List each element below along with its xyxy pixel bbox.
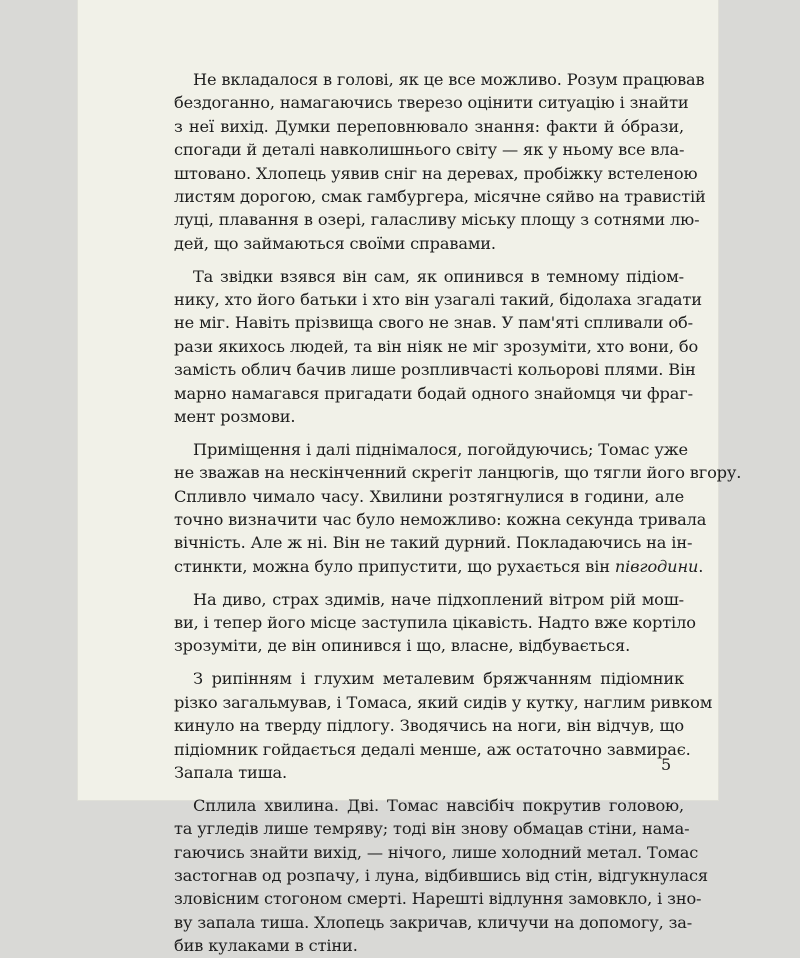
text-line: підіомник гойдається дедалі менше, аж остаточно завмирає. bbox=[174, 739, 691, 759]
text-line: З рипінням і глухим металевим бряжчанням підіомник bbox=[193, 669, 684, 689]
text-line: різко загальмував, і Томаса, який сидів у кутку, наглим ривком bbox=[174, 692, 713, 712]
text-line: Спливло чимало часу. Хвилини розтягнулися в години, але bbox=[174, 486, 684, 506]
text-line: ви, і тепер його місце заступила цікавість. Надто вже кортіло bbox=[174, 613, 696, 633]
text-line: зрозуміти, де він опинився і що, власне, відбувається. bbox=[174, 636, 631, 656]
text-line: зловісним стогоном смерті. Нарешті відлуння замовкло, і зно- bbox=[174, 889, 702, 909]
paragraph bbox=[174, 68, 706, 255]
text-line: мент розмови. bbox=[174, 406, 296, 426]
text-line: марно намагався пригадати бодай одного знайомця чи фраг- bbox=[174, 383, 693, 403]
text-line: бив кулаками в стіни. bbox=[174, 936, 358, 956]
text-line: На диво, страх здимів, наче підхоплений вітром рій мош- bbox=[193, 589, 684, 609]
paragraph-gap bbox=[174, 658, 684, 668]
text-line: замість облич бачив лише розпливчасті кольорові плями. Він bbox=[174, 360, 696, 380]
text-line: Не вкладалося в голові, як це все можливо. Розум працював bbox=[193, 70, 705, 89]
paragraph-gap bbox=[174, 428, 684, 438]
text-line: ву запала тиша. Хлопець закричав, кличучи на допомогу, за- bbox=[174, 912, 693, 932]
paragraph bbox=[174, 265, 702, 429]
text-line: Сплила хвилина. Дві. Томас навсібіч покрутив головою, bbox=[193, 795, 684, 815]
text-line: з неї вихід. Думки переповнювало знання: факти й óбрази, bbox=[174, 116, 684, 136]
text-line: гаючись знайти вихід, — нічого, лише холодний метал. Томас bbox=[174, 842, 699, 862]
text-line: точно визначити час було неможливо: кожна секунда тривала bbox=[174, 510, 707, 530]
paragraph bbox=[174, 438, 742, 578]
text-line: листям дорогою, смак гамбургера, місячне сяйво на травистій bbox=[174, 186, 706, 206]
book-page bbox=[78, 0, 742, 956]
text-line: штовано. Хлопець уявив сніг на деревах, пробіжку встеленою bbox=[174, 163, 698, 183]
text-line: дей, що займаються своїми справами. bbox=[174, 233, 496, 253]
text-line: стинкти, можна було припустити, що рухається він півгодини. bbox=[174, 556, 704, 576]
text-line: Приміщення і далі піднімалося, погойдуючись; Томас уже bbox=[193, 439, 688, 459]
text-line: Запала тиша. bbox=[174, 762, 288, 782]
text-line: та угледів лише темряву; тоді він знову обмацав стіни, нама- bbox=[174, 819, 690, 839]
paragraph-gap bbox=[174, 578, 684, 588]
text-line: не міг. Навіть прізвища свого не знав. У пам'яті спливали об- bbox=[174, 313, 693, 333]
page-number: 5 bbox=[661, 755, 672, 774]
paragraph-gap bbox=[174, 255, 684, 265]
text-line: бездоганно, намагаючись тверезо оцінити ситуацію і знайти bbox=[174, 93, 689, 113]
paragraph bbox=[174, 794, 708, 958]
text-line: застогнав од розпачу, і луна, відбившись від стін, відгукнулася bbox=[174, 866, 708, 885]
paragraph bbox=[174, 667, 713, 784]
page-body-text bbox=[174, 68, 742, 958]
text-line: спогади й деталі навколишнього світу — як у ньому все вла- bbox=[174, 140, 685, 160]
text-line: нику, хто його батьки і хто він узагалі такий, бідолаха згадати bbox=[174, 290, 702, 310]
italic-word: півгодини bbox=[614, 556, 699, 576]
text-line: рази якихось людей, та він ніяк не міг зрозуміти, хто вони, бо bbox=[174, 336, 699, 356]
text-line: кинуло на тверду підлогу. Зводячись на ноги, він відчув, що bbox=[174, 716, 684, 736]
text-line: Та звідки взявся він сам, як опинився в темному підіом- bbox=[193, 266, 684, 286]
paragraph-gap bbox=[174, 784, 684, 794]
text-line: вічність. Але ж ні. Він не такий дурний. Покладаючись на ін- bbox=[174, 533, 693, 553]
text-line: не зважав на нескінченний скрегіт ланцюгів, що тягли його вгору. bbox=[174, 463, 742, 483]
punctuation: . bbox=[698, 556, 704, 576]
paragraph bbox=[174, 588, 696, 658]
text-line: луці, плавання в озері, галасливу міську площу з сотнями лю- bbox=[174, 210, 700, 230]
